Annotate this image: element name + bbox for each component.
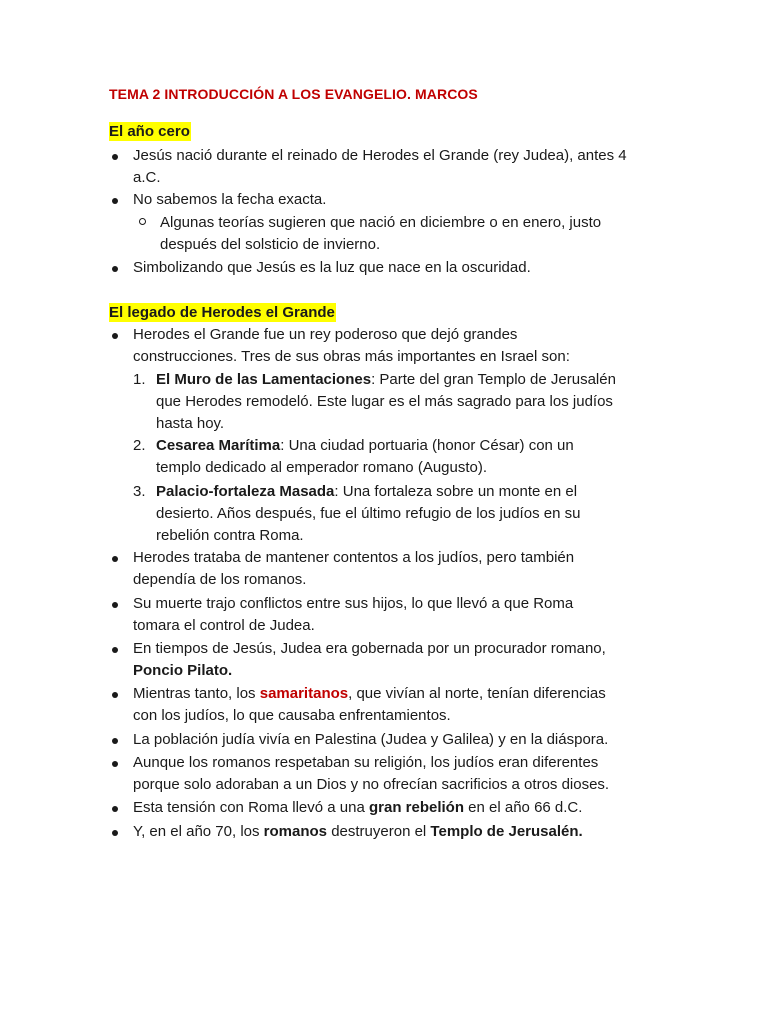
list-item-text: en el año 66 d.C. <box>464 799 583 816</box>
list-item-cont: dependía de los romanos. <box>133 571 307 588</box>
numbered-item-cont: desierto. Años después, fue el último refugio de los judíos en su <box>156 505 581 522</box>
list-item <box>133 821 583 844</box>
list-number: 1. <box>133 371 146 388</box>
section-heading-legado-herodes: El legado de Herodes el Grande <box>109 304 335 321</box>
list-item: Herodes trataba de mantener contentos a los judíos, pero también <box>133 549 575 566</box>
numbered-item-cont: rebelión contra Roma. <box>156 527 304 544</box>
bullet-icon <box>112 602 118 608</box>
list-item: Herodes el Grande fue un rey poderoso que dejó grandes <box>133 326 518 343</box>
numbered-item-title: El Muro de las Lamentaciones <box>156 371 372 388</box>
numbered-item-cont: hasta hoy. <box>156 415 225 432</box>
sub-bullet-icon <box>139 218 146 225</box>
numbered-item <box>156 369 616 392</box>
list-item-text: Mientras tanto, los <box>133 685 260 702</box>
list-item-text: , que vivían al norte, tenían diferencias <box>348 685 606 702</box>
numbered-item-text: : Una fortaleza sobre un monte en el <box>334 483 578 500</box>
numbered-item-cont: templo dedicado al emperador romano (Augusto). <box>156 459 488 476</box>
bullet-icon <box>112 333 118 339</box>
list-item-cont: porque solo adoraban a un Dios y no ofrecían sacrificios a otros dioses. <box>133 776 610 793</box>
list-item-cont: Poncio Pilato. <box>133 662 233 679</box>
list-item: Aunque los romanos respetaban su religión, los judíos eran diferentes <box>133 754 599 771</box>
list-item-cont: tomara el control de Judea. <box>133 617 315 634</box>
bullet-icon <box>112 556 118 562</box>
numbered-item <box>156 481 577 504</box>
list-number: 3. <box>133 483 146 500</box>
numbered-item-cont: que Herodes remodeló. Este lugar es el más sagrado para los judíos <box>156 393 613 410</box>
highlight-samaritanos: samaritanos <box>259 685 349 702</box>
bullet-icon <box>112 647 118 653</box>
sub-list-item-cont: después del solsticio de invierno. <box>160 236 381 253</box>
list-item-cont: con los judíos, lo que causaba enfrentamientos. <box>133 707 451 724</box>
highlight-gran-rebelion: gran rebelión <box>368 799 465 816</box>
bullet-icon <box>112 198 118 204</box>
bullet-icon <box>112 830 118 836</box>
list-number: 2. <box>133 437 146 454</box>
bullet-icon <box>112 761 118 767</box>
bullet-icon <box>112 692 118 698</box>
section-heading-ano-cero: El año cero <box>109 123 190 140</box>
bullet-icon <box>112 266 118 272</box>
bullet-icon <box>112 154 118 160</box>
list-item: Su muerte trajo conflictos entre sus hijos, lo que llevó a que Roma <box>133 595 574 612</box>
document-title: TEMA 2 INTRODUCCIÓN A LOS EVANGELIO. MARCOS <box>109 86 478 102</box>
list-item-text: Y, en el año 70, los <box>133 823 264 840</box>
highlight-romanos: romanos <box>263 823 328 840</box>
list-item: En tiempos de Jesús, Judea era gobernada por un procurador romano, <box>133 640 606 657</box>
list-item: La población judía vivía en Palestina (Judea y Galilea) y en la diáspora. <box>133 731 609 748</box>
list-item: Simbolizando que Jesús es la luz que nace en la oscuridad. <box>133 259 531 276</box>
list-item-text: Esta tensión con Roma llevó a una <box>133 799 369 816</box>
numbered-item-title: Palacio-fortaleza Masada <box>156 483 335 500</box>
sub-list-item: Algunas teorías sugieren que nació en diciembre o en enero, justo <box>160 214 602 231</box>
numbered-item <box>156 435 574 458</box>
numbered-item-text: : Parte del gran Templo de Jerusalén <box>371 371 616 388</box>
list-item: No sabemos la fecha exacta. <box>133 191 327 208</box>
list-item <box>133 797 582 820</box>
numbered-item-text: : Una ciudad portuaria (honor César) con un <box>280 437 574 454</box>
numbered-item-title: Cesarea Marítima <box>156 437 281 454</box>
list-item-text: destruyeron el <box>327 823 431 840</box>
list-item <box>133 683 606 706</box>
list-item-cont: construcciones. Tres de sus obras más importantes en Israel son: <box>133 348 570 365</box>
bullet-icon <box>112 806 118 812</box>
list-item-cont: a.C. <box>133 169 161 186</box>
list-item: Jesús nació durante el reinado de Herodes el Grande (rey Judea), antes 4 <box>133 147 627 164</box>
bullet-icon <box>112 738 118 744</box>
highlight-templo: Templo de Jerusalén. <box>430 823 583 840</box>
